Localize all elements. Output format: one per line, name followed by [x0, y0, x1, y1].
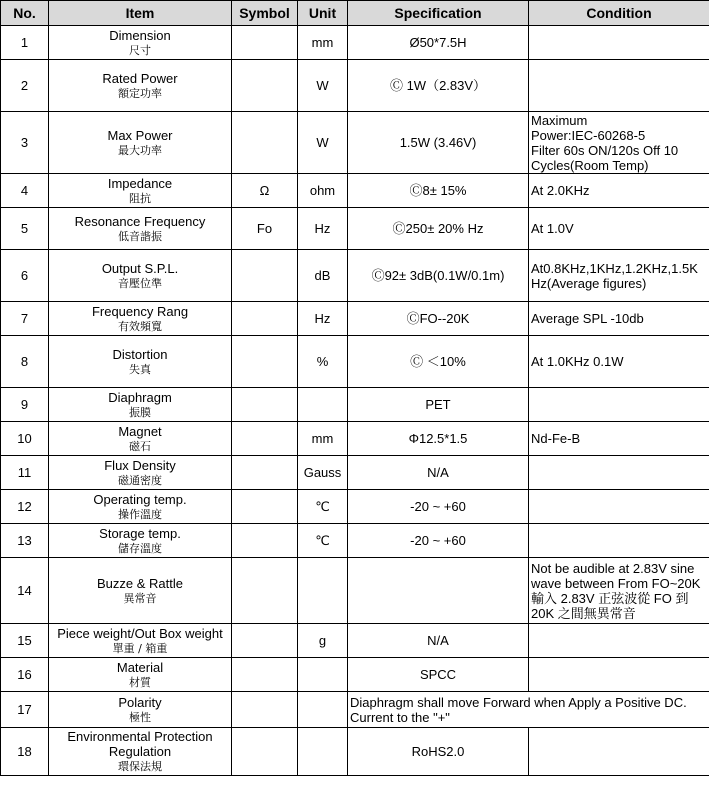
cell-symbol	[232, 26, 298, 60]
item-name-en: Output S.P.L.	[101, 260, 179, 276]
cell-no: 13	[1, 524, 49, 558]
table-row	[1, 208, 709, 250]
cell-condition: At0.8KHz,1KHz,1.2KHz,1.5K Hz(Average figures)	[529, 250, 709, 302]
cell-condition	[529, 490, 709, 524]
item-name-en: Impedance	[107, 175, 173, 191]
table-row	[1, 336, 709, 388]
cell-specification: N/A	[348, 624, 529, 658]
cell-condition	[529, 60, 709, 112]
cell-item	[49, 490, 232, 524]
cell-item	[49, 658, 232, 692]
item-name-en: Dimension	[109, 27, 171, 43]
cell-no: 3	[1, 112, 49, 174]
header-condition: Condition	[529, 1, 709, 26]
cell-item	[49, 692, 232, 728]
cell-symbol	[232, 490, 298, 524]
item-name-en: Max Power	[107, 127, 173, 143]
cell-specification: Φ12.5*1.5	[348, 422, 529, 456]
cell-specification: Ⓒ92± 3dB(0.1W/0.1m)	[348, 250, 529, 302]
item-name-cn: 最大功率	[118, 143, 162, 157]
cell-no: 12	[1, 490, 49, 524]
cell-condition	[529, 456, 709, 490]
cell-specification: -20 ~ +60	[348, 490, 529, 524]
cell-condition: At 1.0KHz 0.1W	[529, 336, 709, 388]
item-name-en: Rated Power	[102, 70, 178, 86]
item-name-cn: 低音諧振	[118, 229, 162, 243]
cell-specification: 1.5W (3.46V)	[348, 112, 529, 174]
table-row	[1, 174, 709, 208]
item-name-cn: 單重 / 箱重	[112, 641, 168, 655]
cell-condition	[529, 388, 709, 422]
cell-symbol	[232, 624, 298, 658]
item-name-cn: 尺寸	[129, 43, 151, 57]
cell-unit	[298, 658, 348, 692]
header-no: No.	[1, 1, 49, 26]
item-name-en: Environmental Protection Regulation	[67, 729, 213, 759]
cell-no: 15	[1, 624, 49, 658]
cell-no: 10	[1, 422, 49, 456]
cell-item	[49, 208, 232, 250]
header-unit: Unit	[298, 1, 348, 26]
table-row	[1, 60, 709, 112]
item-name-cn: 振膜	[129, 405, 151, 419]
cell-specification: SPCC	[348, 658, 529, 692]
cell-symbol	[232, 524, 298, 558]
cell-item	[49, 302, 232, 336]
cell-unit: %	[298, 336, 348, 388]
table-row	[1, 112, 709, 174]
cell-no: 5	[1, 208, 49, 250]
cell-unit: mm	[298, 26, 348, 60]
table-row	[1, 302, 709, 336]
cell-item	[49, 456, 232, 490]
cell-unit: Gauss	[298, 456, 348, 490]
header-item: Item	[49, 1, 232, 26]
item-name-cn: 環保法規	[118, 760, 162, 773]
cell-no: 18	[1, 728, 49, 776]
item-name-cn: 儲存溫度	[118, 541, 162, 555]
cell-unit: Hz	[298, 302, 348, 336]
cell-no: 6	[1, 250, 49, 302]
cell-symbol	[232, 456, 298, 490]
table-row	[1, 658, 709, 692]
item-name-cn: 阻抗	[129, 191, 151, 205]
table-row	[1, 422, 709, 456]
cell-condition	[529, 658, 709, 692]
cell-condition: At 2.0KHz	[529, 174, 709, 208]
item-name-en: Buzze & Rattle	[97, 575, 183, 591]
cell-symbol	[232, 558, 298, 624]
item-name-en: Magnet	[118, 423, 162, 439]
cell-no: 16	[1, 658, 49, 692]
cell-specification: -20 ~ +60	[348, 524, 529, 558]
cell-specification: Ⓒ250± 20% Hz	[348, 208, 529, 250]
cell-specification: RoHS2.0	[348, 728, 529, 776]
header-specification: Specification	[348, 1, 529, 26]
item-name-en: Material	[116, 659, 164, 675]
cell-item	[49, 112, 232, 174]
cell-item	[49, 422, 232, 456]
table-row	[1, 250, 709, 302]
item-name-en: Operating temp.	[93, 491, 187, 507]
cell-unit: W	[298, 60, 348, 112]
cell-specification: Ⓒ8± 15%	[348, 174, 529, 208]
cell-unit: mm	[298, 422, 348, 456]
cell-item	[49, 524, 232, 558]
table-row	[1, 558, 709, 624]
cell-unit	[298, 558, 348, 624]
cell-symbol	[232, 250, 298, 302]
cell-item	[49, 336, 232, 388]
table-row	[1, 388, 709, 422]
cell-unit: ohm	[298, 174, 348, 208]
item-name-en: Polarity	[118, 694, 162, 710]
cell-condition: Nd-Fe-B	[529, 422, 709, 456]
table-row	[1, 26, 709, 60]
cell-condition: At 1.0V	[529, 208, 709, 250]
cell-no: 17	[1, 692, 49, 728]
cell-specification: ⒸFO--20K	[348, 302, 529, 336]
cell-item	[49, 174, 232, 208]
cell-specification	[348, 558, 529, 624]
table-row	[1, 524, 709, 558]
item-name-cn: 材質	[129, 675, 151, 689]
cell-unit: Hz	[298, 208, 348, 250]
cell-specification: Ⓒ ＜10%	[348, 336, 529, 388]
cell-unit	[298, 388, 348, 422]
item-name-en: Resonance Frequency	[74, 213, 206, 229]
item-name-cn: 磁石	[129, 439, 151, 453]
header-symbol: Symbol	[232, 1, 298, 26]
cell-condition	[529, 26, 709, 60]
cell-condition	[529, 728, 709, 776]
cell-symbol: Fo	[232, 208, 298, 250]
cell-symbol	[232, 336, 298, 388]
cell-no: 11	[1, 456, 49, 490]
cell-item	[49, 388, 232, 422]
cell-unit: ℃	[298, 524, 348, 558]
item-name-cn: 極性	[129, 710, 151, 724]
cell-no: 14	[1, 558, 49, 624]
item-name-cn: 操作溫度	[118, 507, 162, 521]
item-name-cn: 磁通密度	[118, 473, 162, 487]
cell-condition: Average SPL -10db	[529, 302, 709, 336]
cell-symbol	[232, 112, 298, 174]
cell-item	[49, 558, 232, 624]
cell-symbol: Ω	[232, 174, 298, 208]
item-name-en: Frequency Rang	[91, 303, 189, 319]
cell-spec-condition: Diaphragm shall move Forward when Apply a Positive DC. Current to the "+"	[348, 692, 709, 728]
item-name-cn: 異常音	[123, 591, 157, 605]
cell-no: 9	[1, 388, 49, 422]
table-row	[1, 490, 709, 524]
cell-unit	[298, 692, 348, 728]
cell-item	[49, 624, 232, 658]
cell-no: 2	[1, 60, 49, 112]
cell-unit: W	[298, 112, 348, 174]
cell-symbol	[232, 692, 298, 728]
cell-condition	[529, 524, 709, 558]
cell-symbol	[232, 388, 298, 422]
item-name-en: Piece weight/Out Box weight	[57, 625, 223, 641]
cell-condition: Not be audible at 2.83V sine wave between From FO~20K 輸入 2.83V 正弦波從 FO 到 20K 之間無異常音	[529, 558, 709, 624]
cell-symbol	[232, 302, 298, 336]
cell-condition: Maximum Power:IEC-60268-5 Filter 60s ON/120s Off 10 Cycles(Room Temp)	[529, 112, 709, 174]
cell-specification: Ø50*7.5H	[348, 26, 529, 60]
cell-item	[49, 250, 232, 302]
item-name-en: Diaphragm	[108, 389, 172, 405]
cell-no: 4	[1, 174, 49, 208]
cell-condition	[529, 624, 709, 658]
header-row	[1, 1, 709, 26]
item-name-en: Flux Density	[104, 457, 176, 473]
item-name-cn: 有效頻寬	[118, 319, 162, 333]
cell-item	[49, 728, 232, 776]
cell-no: 7	[1, 302, 49, 336]
cell-symbol	[232, 422, 298, 456]
cell-symbol	[232, 658, 298, 692]
item-name-cn: 失真	[129, 362, 151, 376]
cell-no: 1	[1, 26, 49, 60]
cell-symbol	[232, 728, 298, 776]
cell-unit: dB	[298, 250, 348, 302]
item-name-cn: 音壓位準	[118, 276, 162, 290]
item-name-en: Storage temp.	[99, 525, 181, 541]
item-name-en: Distortion	[112, 346, 168, 362]
cell-specification: Ⓒ 1W（2.83V）	[348, 60, 529, 112]
cell-specification: N/A	[348, 456, 529, 490]
table-row	[1, 692, 709, 728]
cell-no: 8	[1, 336, 49, 388]
cell-unit	[298, 728, 348, 776]
cell-specification: PET	[348, 388, 529, 422]
cell-symbol	[232, 60, 298, 112]
table-row	[1, 456, 709, 490]
cell-unit: ℃	[298, 490, 348, 524]
table-row	[1, 728, 709, 776]
cell-item	[49, 60, 232, 112]
item-name-cn: 額定功率	[118, 86, 162, 100]
table-row	[1, 624, 709, 658]
cell-unit: g	[298, 624, 348, 658]
cell-item	[49, 26, 232, 60]
